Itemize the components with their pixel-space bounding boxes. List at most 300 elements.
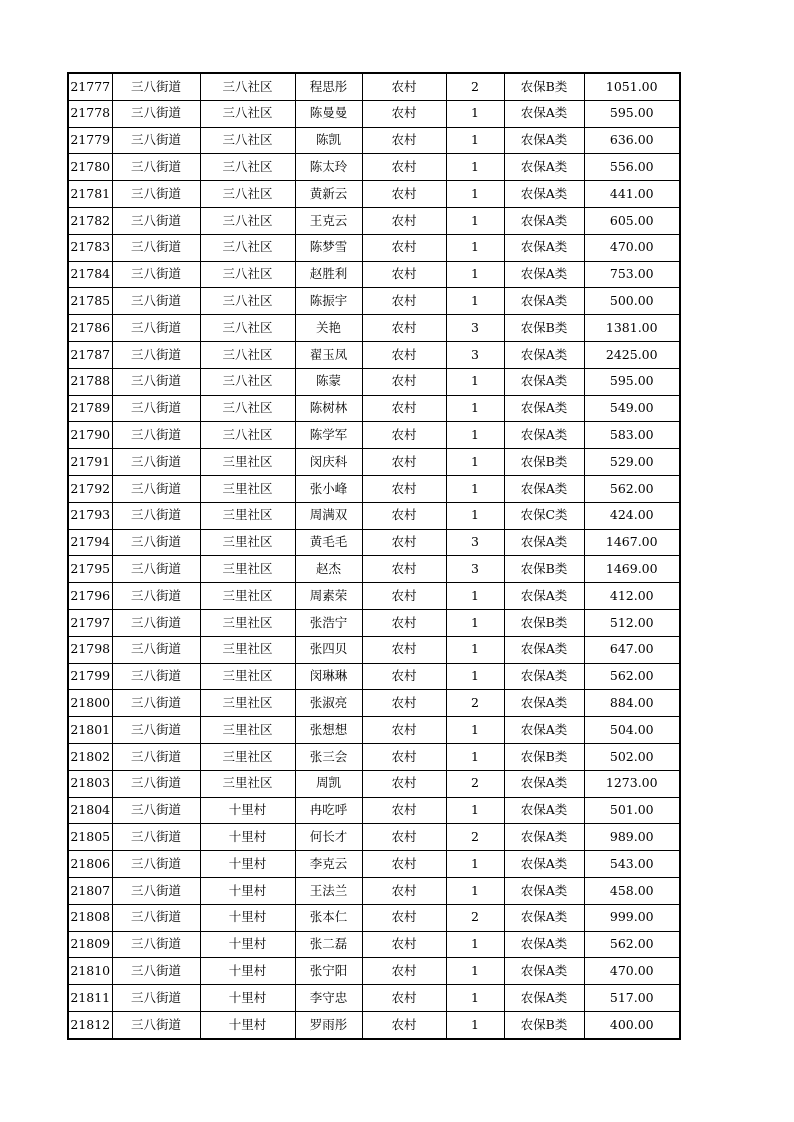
cell-serial-number: 21777 (68, 73, 112, 100)
cell-name: 何长才 (295, 824, 362, 851)
cell-household-type: 农村 (362, 717, 446, 744)
cell-street: 三八街道 (112, 73, 200, 100)
cell-household-type: 农村 (362, 502, 446, 529)
cell-name: 王法兰 (295, 877, 362, 904)
table-row (68, 368, 680, 395)
cell-community: 三里社区 (200, 770, 295, 797)
cell-name: 陈振宇 (295, 288, 362, 315)
cell-community: 十里村 (200, 877, 295, 904)
cell-serial-number: 21804 (68, 797, 112, 824)
table-row (68, 127, 680, 154)
cell-community: 三里社区 (200, 449, 295, 476)
cell-household-type: 农村 (362, 556, 446, 583)
cell-amount: 470.00 (584, 234, 680, 261)
cell-insurance-category: 农保A类 (504, 824, 584, 851)
cell-household-size: 2 (446, 690, 504, 717)
cell-street: 三八街道 (112, 851, 200, 878)
table-row (68, 958, 680, 985)
table-row (68, 1011, 680, 1038)
cell-street: 三八街道 (112, 824, 200, 851)
cell-name: 陈学军 (295, 422, 362, 449)
cell-name: 罗雨彤 (295, 1011, 362, 1038)
cell-community: 三里社区 (200, 636, 295, 663)
cell-name: 周素荣 (295, 583, 362, 610)
cell-street: 三八街道 (112, 743, 200, 770)
cell-household-size: 1 (446, 851, 504, 878)
cell-household-size: 1 (446, 127, 504, 154)
cell-insurance-category: 农保B类 (504, 73, 584, 100)
cell-community: 三里社区 (200, 609, 295, 636)
cell-serial-number: 21786 (68, 315, 112, 342)
cell-community: 三里社区 (200, 743, 295, 770)
cell-serial-number: 21798 (68, 636, 112, 663)
cell-insurance-category: 农保B类 (504, 315, 584, 342)
cell-household-type: 农村 (362, 100, 446, 127)
cell-serial-number: 21795 (68, 556, 112, 583)
cell-household-type: 农村 (362, 529, 446, 556)
cell-insurance-category: 农保C类 (504, 502, 584, 529)
cell-name: 张想想 (295, 717, 362, 744)
cell-household-type: 农村 (362, 583, 446, 610)
table-row (68, 797, 680, 824)
cell-amount: 500.00 (584, 288, 680, 315)
cell-street: 三八街道 (112, 234, 200, 261)
table-row (68, 663, 680, 690)
table-row (68, 261, 680, 288)
cell-name: 黄新云 (295, 181, 362, 208)
cell-household-size: 1 (446, 583, 504, 610)
cell-household-size: 3 (446, 529, 504, 556)
cell-street: 三八街道 (112, 609, 200, 636)
cell-name: 闵琳琳 (295, 663, 362, 690)
cell-name: 张二磊 (295, 931, 362, 958)
cell-amount: 517.00 (584, 985, 680, 1012)
cell-name: 李克云 (295, 851, 362, 878)
cell-household-size: 1 (446, 207, 504, 234)
cell-community: 三八社区 (200, 288, 295, 315)
cell-community: 十里村 (200, 931, 295, 958)
cell-name: 陈蒙 (295, 368, 362, 395)
cell-street: 三八街道 (112, 422, 200, 449)
cell-household-size: 1 (446, 985, 504, 1012)
cell-community: 三里社区 (200, 556, 295, 583)
cell-household-size: 1 (446, 288, 504, 315)
cell-serial-number: 21778 (68, 100, 112, 127)
cell-household-type: 农村 (362, 341, 446, 368)
cell-name: 王克云 (295, 207, 362, 234)
cell-household-type: 农村 (362, 690, 446, 717)
cell-serial-number: 21801 (68, 717, 112, 744)
cell-household-size: 1 (446, 100, 504, 127)
cell-serial-number: 21780 (68, 154, 112, 181)
cell-serial-number: 21803 (68, 770, 112, 797)
cell-insurance-category: 农保A类 (504, 770, 584, 797)
cell-name: 张浩宁 (295, 609, 362, 636)
cell-insurance-category: 农保A类 (504, 234, 584, 261)
cell-household-type: 农村 (362, 931, 446, 958)
cell-street: 三八街道 (112, 1011, 200, 1038)
cell-serial-number: 21800 (68, 690, 112, 717)
cell-serial-number: 21810 (68, 958, 112, 985)
cell-household-size: 1 (446, 797, 504, 824)
cell-street: 三八街道 (112, 181, 200, 208)
cell-name: 陈太玲 (295, 154, 362, 181)
cell-amount: 647.00 (584, 636, 680, 663)
cell-household-size: 1 (446, 931, 504, 958)
cell-community: 十里村 (200, 797, 295, 824)
table-row (68, 234, 680, 261)
cell-amount: 999.00 (584, 904, 680, 931)
cell-household-size: 1 (446, 449, 504, 476)
cell-street: 三八街道 (112, 583, 200, 610)
cell-amount: 556.00 (584, 154, 680, 181)
cell-amount: 549.00 (584, 395, 680, 422)
cell-street: 三八街道 (112, 261, 200, 288)
cell-serial-number: 21812 (68, 1011, 112, 1038)
cell-household-size: 1 (446, 1011, 504, 1038)
cell-serial-number: 21788 (68, 368, 112, 395)
cell-insurance-category: 农保A类 (504, 127, 584, 154)
cell-amount: 562.00 (584, 475, 680, 502)
cell-household-size: 3 (446, 341, 504, 368)
cell-insurance-category: 农保B类 (504, 743, 584, 770)
cell-street: 三八街道 (112, 475, 200, 502)
table-row (68, 609, 680, 636)
cell-community: 三八社区 (200, 100, 295, 127)
cell-insurance-category: 农保A类 (504, 636, 584, 663)
cell-insurance-category: 农保A类 (504, 958, 584, 985)
cell-serial-number: 21808 (68, 904, 112, 931)
cell-serial-number: 21779 (68, 127, 112, 154)
cell-community: 三八社区 (200, 261, 295, 288)
cell-insurance-category: 农保A类 (504, 154, 584, 181)
cell-amount: 2425.00 (584, 341, 680, 368)
cell-community: 三里社区 (200, 583, 295, 610)
cell-household-size: 3 (446, 556, 504, 583)
cell-household-size: 1 (446, 717, 504, 744)
cell-amount: 502.00 (584, 743, 680, 770)
cell-community: 三八社区 (200, 368, 295, 395)
cell-street: 三八街道 (112, 100, 200, 127)
cell-household-size: 1 (446, 743, 504, 770)
cell-insurance-category: 农保B类 (504, 609, 584, 636)
cell-street: 三八街道 (112, 717, 200, 744)
table-row (68, 824, 680, 851)
cell-household-type: 农村 (362, 824, 446, 851)
table-row (68, 502, 680, 529)
table-row (68, 207, 680, 234)
cell-street: 三八街道 (112, 395, 200, 422)
cell-insurance-category: 农保A类 (504, 181, 584, 208)
cell-street: 三八街道 (112, 636, 200, 663)
cell-amount: 989.00 (584, 824, 680, 851)
table-row (68, 904, 680, 931)
cell-amount: 884.00 (584, 690, 680, 717)
cell-insurance-category: 农保A类 (504, 395, 584, 422)
cell-name: 陈梦雪 (295, 234, 362, 261)
cell-amount: 1467.00 (584, 529, 680, 556)
cell-community: 三八社区 (200, 207, 295, 234)
cell-household-type: 农村 (362, 207, 446, 234)
cell-community: 三八社区 (200, 181, 295, 208)
cell-street: 三八街道 (112, 449, 200, 476)
cell-household-type: 农村 (362, 743, 446, 770)
cell-insurance-category: 农保A类 (504, 288, 584, 315)
cell-street: 三八街道 (112, 797, 200, 824)
cell-community: 三八社区 (200, 395, 295, 422)
cell-serial-number: 21784 (68, 261, 112, 288)
cell-street: 三八街道 (112, 690, 200, 717)
cell-street: 三八街道 (112, 877, 200, 904)
cell-household-type: 农村 (362, 958, 446, 985)
cell-amount: 501.00 (584, 797, 680, 824)
cell-amount: 595.00 (584, 368, 680, 395)
cell-serial-number: 21782 (68, 207, 112, 234)
cell-amount: 458.00 (584, 877, 680, 904)
cell-household-size: 2 (446, 904, 504, 931)
table-row (68, 181, 680, 208)
table-row (68, 851, 680, 878)
cell-community: 三里社区 (200, 529, 295, 556)
cell-street: 三八街道 (112, 958, 200, 985)
cell-insurance-category: 农保A类 (504, 690, 584, 717)
cell-amount: 470.00 (584, 958, 680, 985)
cell-serial-number: 21809 (68, 931, 112, 958)
cell-community: 三里社区 (200, 690, 295, 717)
cell-name: 周凯 (295, 770, 362, 797)
cell-community: 三八社区 (200, 127, 295, 154)
cell-serial-number: 21787 (68, 341, 112, 368)
cell-street: 三八街道 (112, 529, 200, 556)
cell-serial-number: 21796 (68, 583, 112, 610)
cell-insurance-category: 农保A类 (504, 261, 584, 288)
cell-street: 三八街道 (112, 127, 200, 154)
cell-community: 十里村 (200, 1011, 295, 1038)
cell-serial-number: 21807 (68, 877, 112, 904)
cell-community: 三里社区 (200, 502, 295, 529)
cell-name: 李守忠 (295, 985, 362, 1012)
cell-street: 三八街道 (112, 556, 200, 583)
cell-name: 张本仁 (295, 904, 362, 931)
cell-name: 关艳 (295, 315, 362, 342)
cell-insurance-category: 农保A类 (504, 717, 584, 744)
cell-insurance-category: 农保A类 (504, 529, 584, 556)
table-row (68, 770, 680, 797)
cell-insurance-category: 农保A类 (504, 931, 584, 958)
cell-serial-number: 21789 (68, 395, 112, 422)
cell-community: 三八社区 (200, 234, 295, 261)
cell-household-type: 农村 (362, 154, 446, 181)
table-row (68, 985, 680, 1012)
cell-household-type: 农村 (362, 663, 446, 690)
cell-household-size: 1 (446, 368, 504, 395)
cell-street: 三八街道 (112, 931, 200, 958)
cell-household-type: 农村 (362, 127, 446, 154)
cell-street: 三八街道 (112, 502, 200, 529)
cell-serial-number: 21811 (68, 985, 112, 1012)
table-row (68, 100, 680, 127)
table-row (68, 636, 680, 663)
cell-name: 陈曼曼 (295, 100, 362, 127)
cell-household-size: 1 (446, 422, 504, 449)
cell-household-type: 农村 (362, 985, 446, 1012)
cell-household-type: 农村 (362, 261, 446, 288)
cell-household-size: 1 (446, 663, 504, 690)
cell-name: 赵杰 (295, 556, 362, 583)
cell-household-type: 农村 (362, 449, 446, 476)
cell-serial-number: 21793 (68, 502, 112, 529)
cell-household-type: 农村 (362, 770, 446, 797)
cell-serial-number: 21790 (68, 422, 112, 449)
cell-amount: 636.00 (584, 127, 680, 154)
cell-community: 三里社区 (200, 717, 295, 744)
cell-household-type: 农村 (362, 315, 446, 342)
cell-street: 三八街道 (112, 315, 200, 342)
cell-household-type: 农村 (362, 851, 446, 878)
cell-household-type: 农村 (362, 234, 446, 261)
cell-household-size: 2 (446, 73, 504, 100)
cell-street: 三八街道 (112, 368, 200, 395)
cell-household-size: 1 (446, 609, 504, 636)
cell-community: 三里社区 (200, 475, 295, 502)
cell-amount: 753.00 (584, 261, 680, 288)
table-row (68, 395, 680, 422)
cell-household-size: 3 (446, 315, 504, 342)
cell-insurance-category: 农保A类 (504, 904, 584, 931)
cell-household-size: 1 (446, 181, 504, 208)
cell-serial-number: 21802 (68, 743, 112, 770)
cell-amount: 400.00 (584, 1011, 680, 1038)
cell-street: 三八街道 (112, 341, 200, 368)
cell-household-type: 农村 (362, 609, 446, 636)
cell-amount: 595.00 (584, 100, 680, 127)
cell-household-type: 农村 (362, 1011, 446, 1038)
cell-amount: 1469.00 (584, 556, 680, 583)
cell-name: 陈凯 (295, 127, 362, 154)
cell-name: 张淑亮 (295, 690, 362, 717)
cell-community: 三八社区 (200, 422, 295, 449)
cell-name: 张小峰 (295, 475, 362, 502)
cell-household-size: 1 (446, 234, 504, 261)
cell-street: 三八街道 (112, 904, 200, 931)
table-row (68, 877, 680, 904)
table-row (68, 341, 680, 368)
cell-insurance-category: 农保A类 (504, 985, 584, 1012)
cell-name: 赵胜利 (295, 261, 362, 288)
cell-insurance-category: 农保A类 (504, 797, 584, 824)
cell-insurance-category: 农保B类 (504, 449, 584, 476)
cell-name: 周满双 (295, 502, 362, 529)
cell-insurance-category: 农保A类 (504, 475, 584, 502)
cell-serial-number: 21805 (68, 824, 112, 851)
cell-insurance-category: 农保A类 (504, 851, 584, 878)
table-body (68, 73, 680, 1039)
cell-name: 闵庆科 (295, 449, 362, 476)
cell-household-type: 农村 (362, 422, 446, 449)
table-row (68, 315, 680, 342)
cell-insurance-category: 农保A类 (504, 877, 584, 904)
cell-street: 三八街道 (112, 207, 200, 234)
cell-household-type: 农村 (362, 368, 446, 395)
cell-community: 十里村 (200, 904, 295, 931)
cell-street: 三八街道 (112, 770, 200, 797)
cell-amount: 512.00 (584, 609, 680, 636)
cell-community: 十里村 (200, 958, 295, 985)
cell-amount: 504.00 (584, 717, 680, 744)
cell-community: 三八社区 (200, 341, 295, 368)
cell-household-type: 农村 (362, 73, 446, 100)
cell-amount: 424.00 (584, 502, 680, 529)
cell-household-type: 农村 (362, 636, 446, 663)
cell-amount: 583.00 (584, 422, 680, 449)
cell-amount: 562.00 (584, 663, 680, 690)
cell-household-size: 2 (446, 824, 504, 851)
table-row (68, 931, 680, 958)
table-row (68, 475, 680, 502)
cell-serial-number: 21799 (68, 663, 112, 690)
cell-insurance-category: 农保A类 (504, 583, 584, 610)
cell-insurance-category: 农保B类 (504, 556, 584, 583)
cell-community: 十里村 (200, 824, 295, 851)
cell-insurance-category: 农保A类 (504, 422, 584, 449)
cell-community: 三八社区 (200, 154, 295, 181)
cell-name: 张三会 (295, 743, 362, 770)
cell-amount: 562.00 (584, 931, 680, 958)
cell-household-size: 1 (446, 261, 504, 288)
cell-household-type: 农村 (362, 475, 446, 502)
table-row (68, 73, 680, 100)
table-row (68, 583, 680, 610)
cell-serial-number: 21791 (68, 449, 112, 476)
cell-name: 翟玉凤 (295, 341, 362, 368)
table-row (68, 529, 680, 556)
cell-name: 陈树林 (295, 395, 362, 422)
cell-insurance-category: 农保B类 (504, 1011, 584, 1038)
table-row (68, 288, 680, 315)
cell-community: 三八社区 (200, 315, 295, 342)
cell-amount: 412.00 (584, 583, 680, 610)
cell-insurance-category: 农保A类 (504, 663, 584, 690)
cell-household-type: 农村 (362, 181, 446, 208)
cell-street: 三八街道 (112, 288, 200, 315)
cell-household-type: 农村 (362, 288, 446, 315)
cell-serial-number: 21794 (68, 529, 112, 556)
cell-street: 三八街道 (112, 154, 200, 181)
cell-amount: 441.00 (584, 181, 680, 208)
cell-insurance-category: 农保A类 (504, 100, 584, 127)
table-row (68, 422, 680, 449)
cell-household-size: 1 (446, 502, 504, 529)
cell-community: 十里村 (200, 985, 295, 1012)
cell-name: 程思彤 (295, 73, 362, 100)
table-row (68, 154, 680, 181)
cell-amount: 1051.00 (584, 73, 680, 100)
cell-household-type: 农村 (362, 877, 446, 904)
cell-amount: 1381.00 (584, 315, 680, 342)
table-row (68, 743, 680, 770)
cell-insurance-category: 农保A类 (504, 368, 584, 395)
table-row (68, 690, 680, 717)
cell-household-size: 1 (446, 877, 504, 904)
cell-serial-number: 21781 (68, 181, 112, 208)
cell-household-type: 农村 (362, 797, 446, 824)
table-row (68, 717, 680, 744)
cell-serial-number: 21783 (68, 234, 112, 261)
cell-name: 张四贝 (295, 636, 362, 663)
cell-household-type: 农村 (362, 904, 446, 931)
cell-community: 三里社区 (200, 663, 295, 690)
table-row (68, 449, 680, 476)
